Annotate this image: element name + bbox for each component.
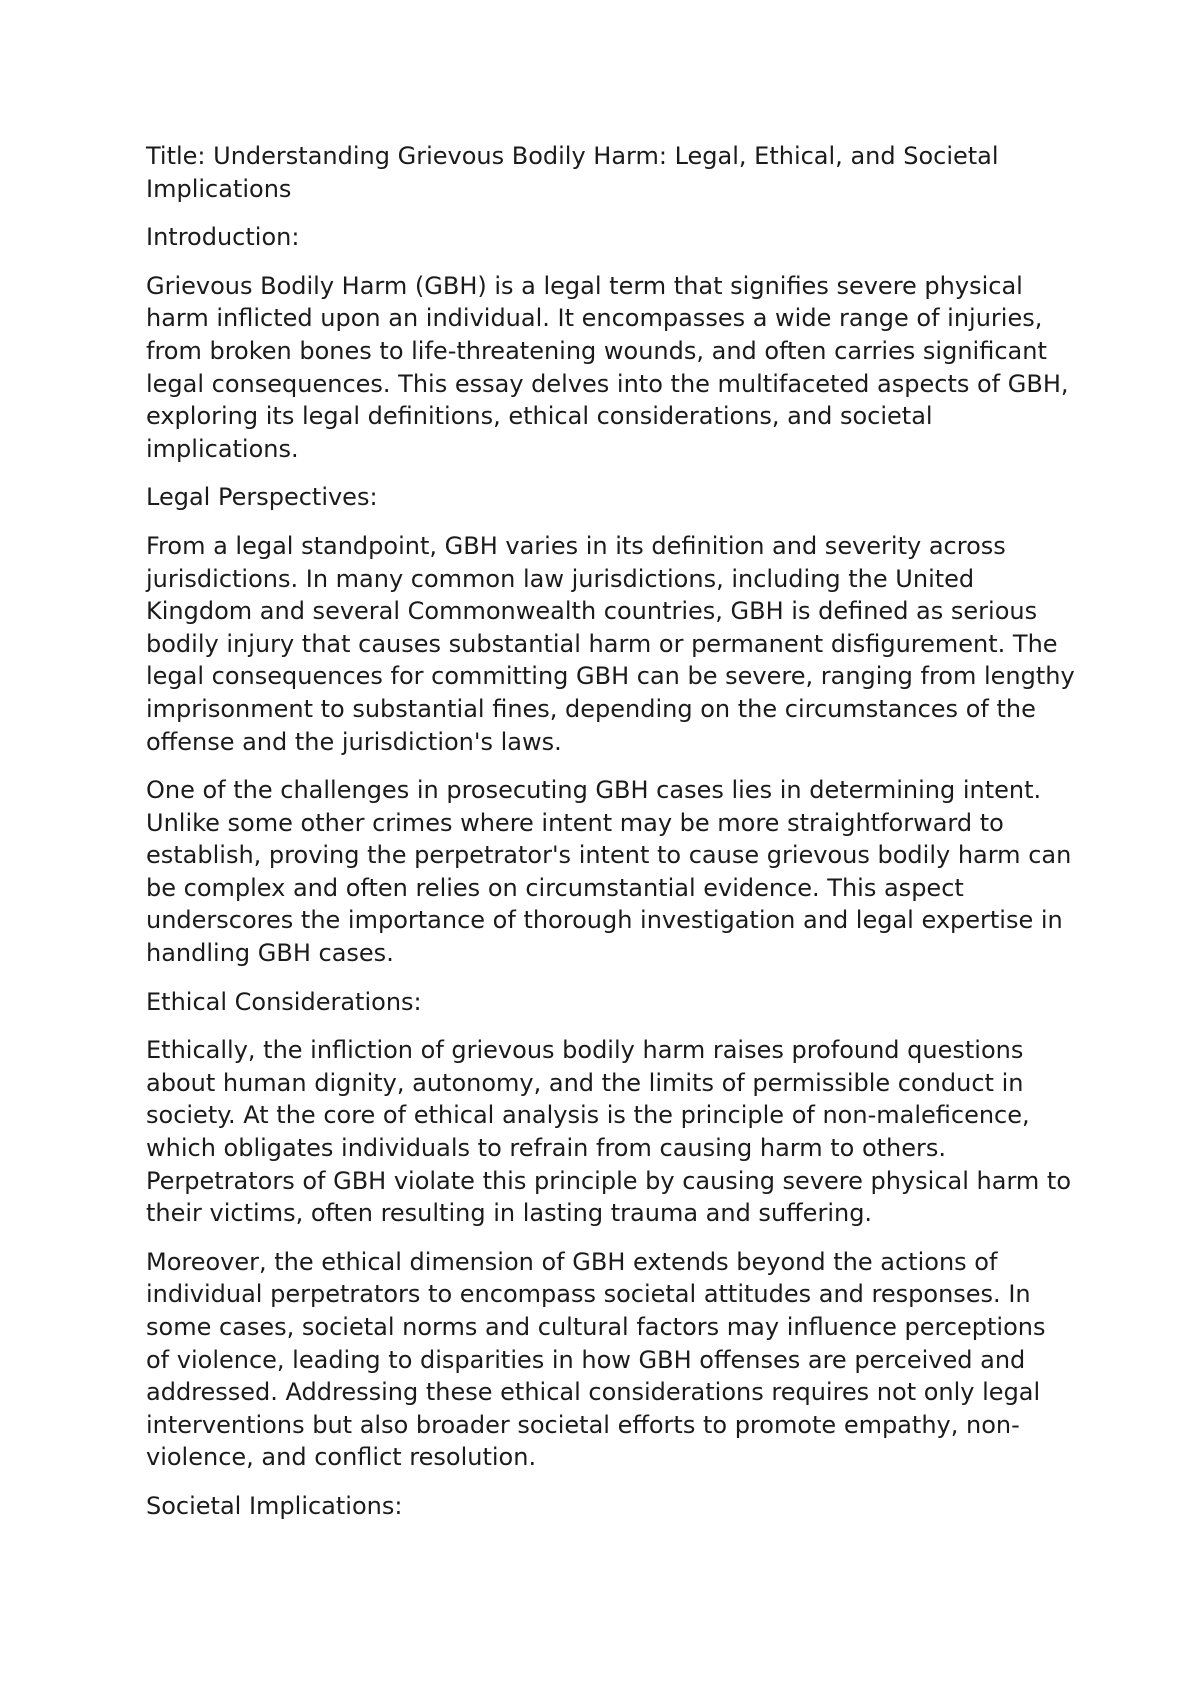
ethical-considerations-heading: Ethical Considerations: <box>146 987 422 1016</box>
legal-paragraph-2: One of the challenges in prosecuting GBH cases lies in determining intent. Unlike some other crimes where intent may be more straightforward to establish, proving the perpetrator's intent to cause grievous bodily harm can be complex and often relies on circumstantial evidence. This aspect underscores the importance of thorough investigation and legal expertise in handling GBH cases. <box>146 776 1072 968</box>
societal-implications-heading: Societal Implications: <box>146 1491 403 1520</box>
document-body <box>146 140 1076 1539</box>
introduction-paragraph: Grievous Bodily Harm (GBH) is a legal term that signifies severe physical harm inflicted upon an individual. It encompasses a wide range of injuries, from broken bones to life-threatening wounds, and often carries significant legal consequences. This essay delves into the multifaceted aspects of GBH, exploring its legal definitions, ethical considerations, and societal implications. <box>146 271 1069 463</box>
document-title: Title: Understanding Grievous Bodily Harm: Legal, Ethical, and Societal Implications <box>146 142 999 203</box>
legal-perspectives-heading: Legal Perspectives: <box>146 483 378 512</box>
ethical-paragraph-2: Moreover, the ethical dimension of GBH extends beyond the actions of individual perpetrators to encompass societal attitudes and responses. In some cases, societal norms and cultural factors may influence perceptions of violence, leading to disparities in how GBH offenses are perceived and addressed. Addressing these ethical considerations requires not only legal interventions but also broader societal efforts to promote empathy, non-violence, and conflict resolution. <box>146 1247 1046 1472</box>
legal-paragraph-1: From a legal standpoint, GBH varies in its definition and severity across jurisdictions. In many common law jurisdictions, including the United Kingdom and several Commonwealth countries, GBH is defined as serious bodily injury that causes substantial harm or permanent disfigurement. The legal consequences for committing GBH can be severe, ranging from lengthy imprisonment to substantial fines, depending on the circumstances of the offense and the jurisdiction's laws. <box>146 531 1075 756</box>
introduction-heading: Introduction: <box>146 223 300 252</box>
ethical-paragraph-1: Ethically, the infliction of grievous bodily harm raises profound questions about human dignity, autonomy, and the limits of permissible conduct in society. At the core of ethical analysis is the principle of non-maleficence, which obligates individuals to refrain from causing harm to others. Perpetrators of GBH violate this principle by causing severe physical harm to their victims, often resulting in lasting trauma and suffering. <box>146 1036 1072 1228</box>
